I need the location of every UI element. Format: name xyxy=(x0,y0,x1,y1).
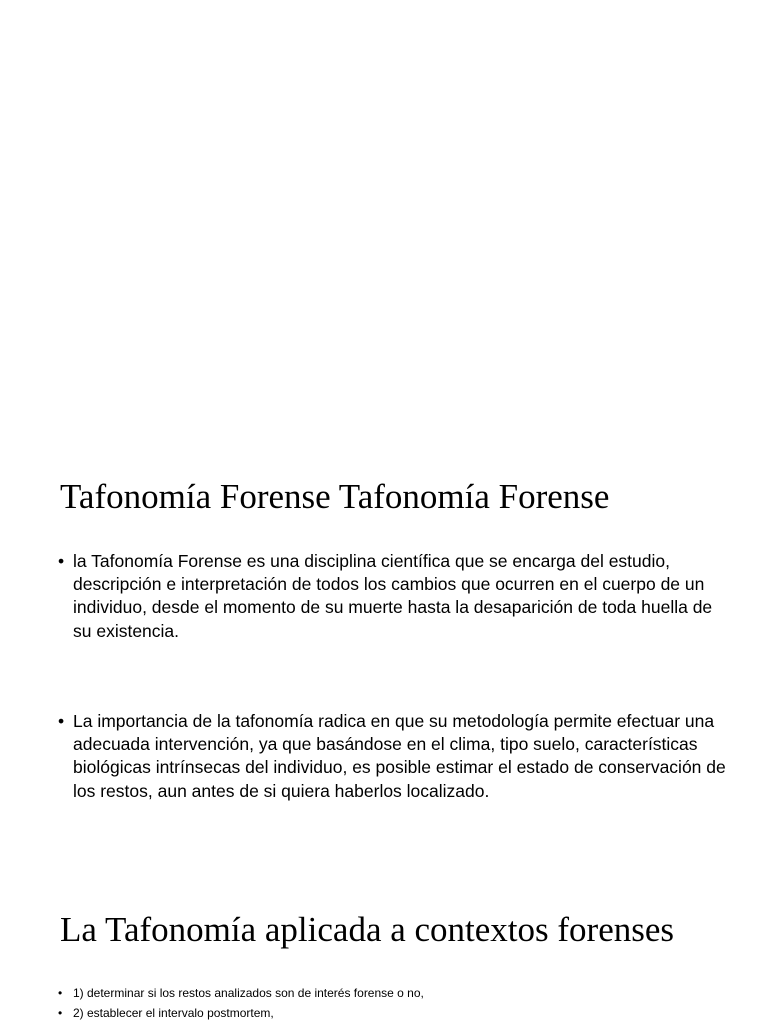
section-title-tafonomia-forense: Tafonomía Forense Tafonomía Forense xyxy=(60,477,610,516)
list-item xyxy=(56,1003,716,1023)
bullet-list-intro xyxy=(56,550,726,840)
bullet-text: 2) establecer el intervalo postmortem, xyxy=(73,1006,274,1020)
list-item xyxy=(56,550,733,643)
bullet-text: La importancia de la tafonomía radica en que su metodología permite efectuar una adecuada intervención, ya que basándose en el clima, tipo suelo, características biológicas intrínsecas del individuo, es posible estimar el estado de conservación de los restos, aun antes de si quiera haberlos localizado. xyxy=(73,711,726,801)
bullet-text: la Tafonomía Forense es una disciplina científica que se encarga del estudio, descripción e interpretación de todos los cambios que ocurren en el cuerpo de un individuo, desde el momento de su muerte hasta la desaparición de toda huella de su existencia. xyxy=(73,551,713,641)
bullet-icon: • xyxy=(58,711,65,731)
list-item xyxy=(56,983,716,1003)
list-item xyxy=(56,710,733,803)
section-title-contextos-forenses: La Tafonomía aplicada a contextos forenses xyxy=(60,910,675,949)
bullet-list-applications xyxy=(56,983,716,1023)
bullet-icon: • xyxy=(58,1006,63,1020)
bullet-icon: • xyxy=(58,986,63,1000)
bullet-icon: • xyxy=(58,551,65,571)
bullet-text: 1) determinar si los restos analizados son de interés forense o no, xyxy=(73,986,424,1000)
